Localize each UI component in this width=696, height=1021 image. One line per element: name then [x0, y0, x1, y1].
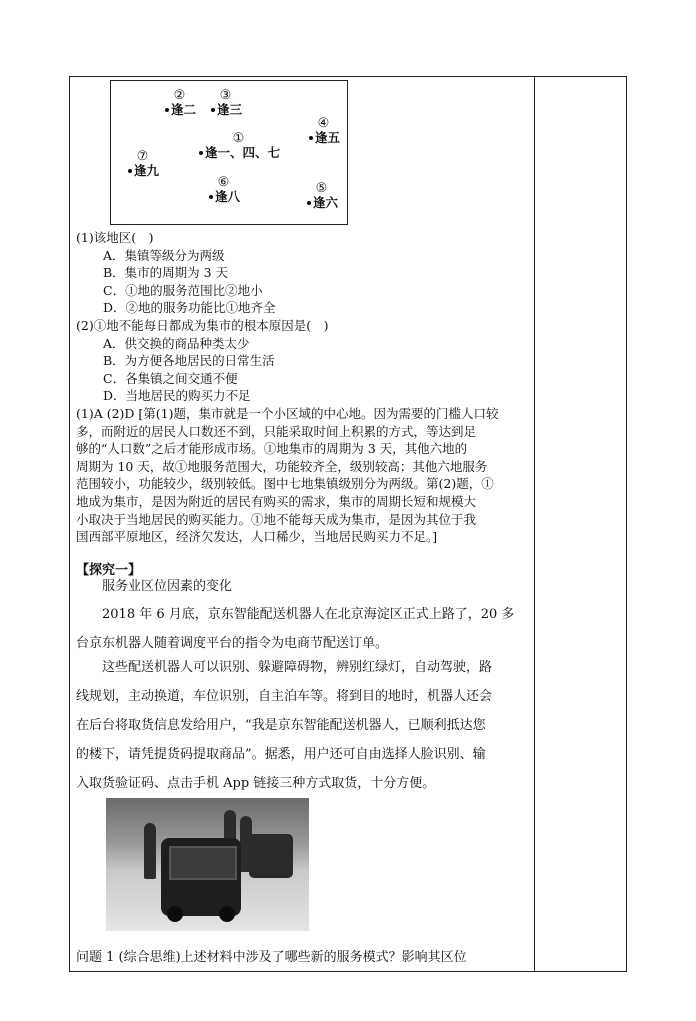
q1-option-c: C．①地的服务范围比②地小: [103, 282, 263, 298]
q2-stem: (2)①地不能每日都成为集市的根本原因是( ): [76, 317, 329, 333]
answer-line: 地成为集市，是因为附近的居民有购买的需求，集市的周期长短和规模大: [76, 493, 477, 509]
map-node-6: ⑥ 逢八: [207, 176, 240, 204]
q2-option-d: D．当地居民的购买力不足: [103, 388, 251, 404]
paragraph-2: 这些配送机器人可以识别、躲避障碍物，辨别红绿灯，自动驾驶，路 线规划，主动换道，车位识别，自主泊车等。将到目的地时，机器人还会 在后台将取货信息发给用户，“我是京东智能配送机器人，已顺利抵达您 的楼下，请凭提货码提取商品”。据悉，用户还可自由选择人脸识别、输 入取货验证码、点击手机 App 链接三种方式取货，十分方便。: [76, 660, 493, 791]
answer-line: 范围较小，功能较少，级别较低。图中七地集镇级别分为两级。第(2)题，①: [76, 476, 494, 492]
map-node-2: ② 逢二: [163, 89, 196, 117]
map-node-7: ⑦ 逢九: [126, 150, 159, 178]
robot-foreground: [161, 838, 241, 916]
paragraph-1: 2018 年 6 月底，京东智能配送机器人在北京海淀区正式上路了，20 多 台京东机器人随着调度平台的指令为电商节配送订单。: [76, 607, 515, 651]
table-column-divider: [534, 76, 535, 972]
map-node-5: ⑤ 逢六: [305, 182, 338, 210]
map-node-4: ④ 逢五: [307, 117, 340, 145]
q1-option-d: D．②地的服务功能比①地齐全: [103, 300, 276, 316]
pedestrian-figure: [144, 823, 156, 879]
q1-option-a: A．集镇等级分为两级: [103, 247, 225, 263]
answer-line: 国西部平原地区，经济欠发达，人口稀少，当地居民购买力不足。]: [76, 529, 438, 545]
q2-option-a: A．供交换的商品种类太少: [103, 335, 250, 351]
q1-option-b: B．集市的周期为 3 天: [103, 265, 229, 281]
map-node-1: ① 逢一、四、七: [197, 132, 280, 160]
answer-line: (1)A (2)D [第(1)题，集市就是一个小区域的中心地。因为需要的门槛人口较: [76, 405, 499, 421]
market-map: [110, 80, 348, 225]
question-block: [76, 229, 531, 546]
answer-line: 多，而附近的居民人口数还不到，只能采取时间上积累的方式，等达到足: [76, 423, 477, 439]
question-1: 问题 1 (综合思维)上述材料中涉及了哪些新的服务模式？影响其区位: [76, 950, 467, 965]
answer-line: 小取决于当地居民的购买能力。①地不能每天成为集市，是因为其位于我: [76, 511, 477, 527]
q2-option-c: C．各集镇之间交通不便: [103, 370, 238, 386]
q1-stem: (1)该地区( ): [76, 230, 154, 245]
section-heading: 【探究一】: [76, 563, 142, 578]
robot-background: [249, 834, 293, 878]
map-node-3: ③ 逢三: [209, 89, 242, 117]
section-subtitle: 服务业区位因素的变化: [102, 579, 233, 594]
answer-line: 周期为 10 天，故①地服务范围大，功能较齐全，级别较高；其他六地服务: [76, 458, 488, 474]
delivery-robot-photo: [106, 798, 309, 931]
q2-option-b: B．为方便各地居民的日常生活: [103, 353, 275, 369]
answer-line: 够的“人口数”之后才能形成市场。①地集市的周期为 3 天，其他六地的: [76, 441, 468, 457]
